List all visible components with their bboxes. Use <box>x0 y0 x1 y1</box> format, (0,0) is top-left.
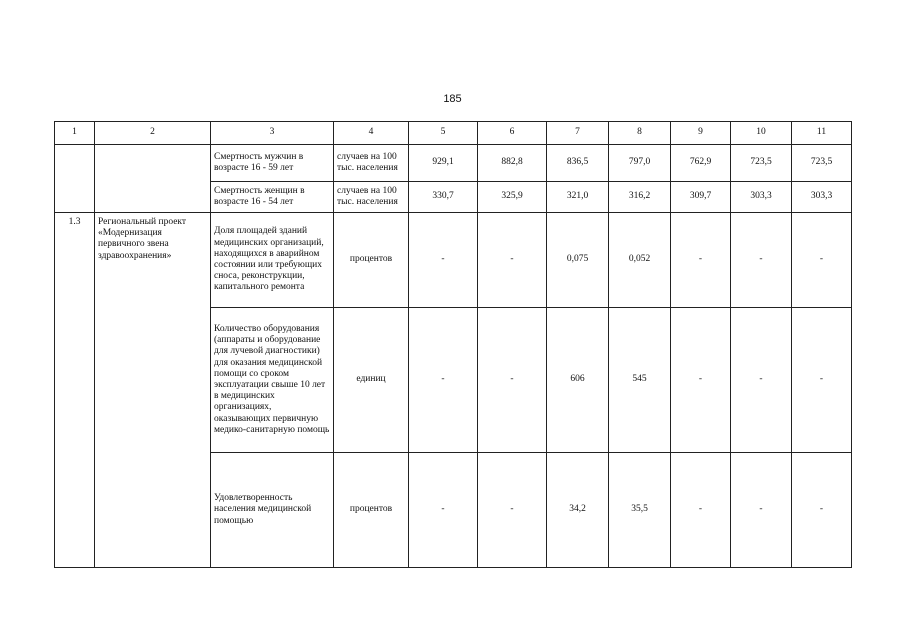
table-header-row <box>55 122 852 145</box>
value-cell: - <box>671 213 731 308</box>
value-cell: 35,5 <box>609 453 671 568</box>
indicator-cell: Смертность женщин в возрасте 16 - 54 лет <box>211 182 334 213</box>
project-number-cell: 1.3 <box>55 213 95 568</box>
value-cell: - <box>478 213 547 308</box>
header-cell: 6 <box>478 122 547 145</box>
value-cell: - <box>671 453 731 568</box>
empty-number-cell <box>55 145 95 213</box>
project-name-cell: Региональный проект «Модернизация первичного звена здравоохранения» <box>95 213 211 568</box>
header-cell: 4 <box>334 122 409 145</box>
value-cell: 325,9 <box>478 182 547 213</box>
header-cell: 5 <box>409 122 478 145</box>
value-cell: 303,3 <box>792 182 852 213</box>
value-cell: - <box>478 453 547 568</box>
header-cell: 8 <box>609 122 671 145</box>
header-cell: 10 <box>731 122 792 145</box>
value-cell: 303,3 <box>731 182 792 213</box>
indicators-table <box>54 121 852 568</box>
unit-cell: случаев на 100 тыс. населения <box>334 182 409 213</box>
header-cell: 11 <box>792 122 852 145</box>
value-cell: - <box>731 453 792 568</box>
value-cell: 545 <box>609 308 671 453</box>
unit-cell: процентов <box>334 213 409 308</box>
value-cell: 606 <box>547 308 609 453</box>
indicator-cell: Количество оборудования (аппараты и оборудование для лучевой диагностики) для оказания медицинской помощи со сроком эксплуатации свыше 10 лет в медицинских организациях, оказывающих первичную медико-санитарную помощь <box>211 308 334 453</box>
value-cell: 762,9 <box>671 145 731 182</box>
header-cell: 2 <box>95 122 211 145</box>
value-cell: 321,0 <box>547 182 609 213</box>
table-row <box>55 145 852 182</box>
page-number: 185 <box>443 93 462 105</box>
header-cell: 3 <box>211 122 334 145</box>
value-cell: 929,1 <box>409 145 478 182</box>
value-cell: 34,2 <box>547 453 609 568</box>
value-cell: - <box>409 213 478 308</box>
value-cell: 316,2 <box>609 182 671 213</box>
header-cell: 1 <box>55 122 95 145</box>
empty-name-cell <box>95 145 211 213</box>
value-cell: - <box>731 308 792 453</box>
value-cell: - <box>792 308 852 453</box>
value-cell: - <box>792 453 852 568</box>
unit-cell: процентов <box>334 453 409 568</box>
indicator-cell: Удовлетворенность населения медицинской помощью <box>211 453 334 568</box>
indicator-cell: Доля площадей зданий медицинских организаций, находящихся в аварийном состоянии или требующих сноса, реконструкции, капитального ремонта <box>211 213 334 308</box>
header-cell: 7 <box>547 122 609 145</box>
value-cell: 723,5 <box>792 145 852 182</box>
value-cell: 797,0 <box>609 145 671 182</box>
value-cell: - <box>478 308 547 453</box>
unit-cell: единиц <box>334 308 409 453</box>
value-cell: 309,7 <box>671 182 731 213</box>
unit-cell: случаев на 100 тыс. населения <box>334 145 409 182</box>
value-cell: - <box>731 213 792 308</box>
value-cell: - <box>792 213 852 308</box>
value-cell: - <box>409 308 478 453</box>
header-cell: 9 <box>671 122 731 145</box>
value-cell: 0,075 <box>547 213 609 308</box>
value-cell: 0,052 <box>609 213 671 308</box>
value-cell: - <box>671 308 731 453</box>
value-cell: - <box>409 453 478 568</box>
value-cell: 882,8 <box>478 145 547 182</box>
value-cell: 836,5 <box>547 145 609 182</box>
value-cell: 330,7 <box>409 182 478 213</box>
table-row <box>55 213 852 308</box>
indicator-cell: Смертность мужчин в возрасте 16 - 59 лет <box>211 145 334 182</box>
value-cell: 723,5 <box>731 145 792 182</box>
